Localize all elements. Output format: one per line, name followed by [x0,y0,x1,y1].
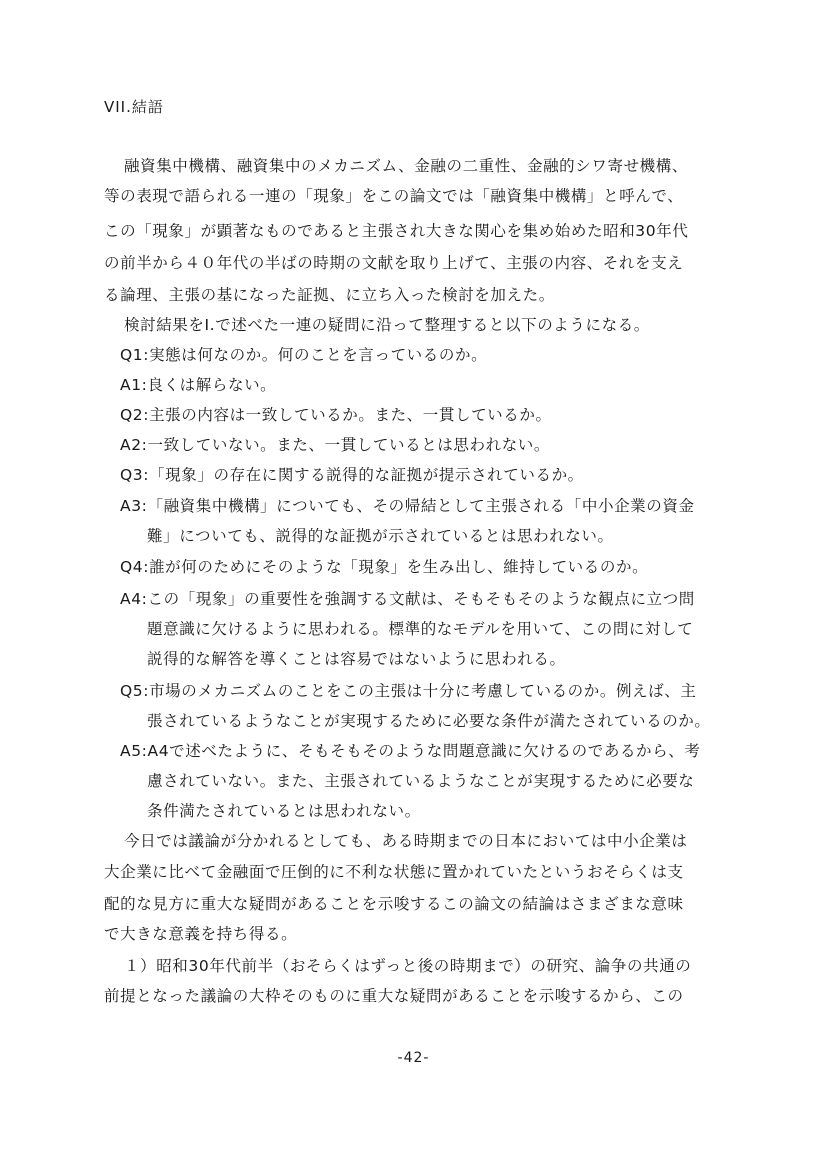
answer-line: A5:A4で述べたように、そもそもそのような問題意識に欠けるのであるから、考 [120,742,701,760]
answer-line: A4:この「現象」の重要性を強調する文献は、そもそもそのような観点に立つ問 [120,590,695,608]
section-heading: VII.結語 [104,98,164,116]
paragraph-line: 大企業に比べて金融面で圧倒的に不利な状態に置かれていたというおそらくは支 [104,863,684,881]
question-line-continued: 張されているようなことが実現するために必要な条件が満たされているのか。 [147,712,711,730]
answer-line: A2:一致していない。また、一貫しているとは思われない。 [120,436,550,454]
answer-line-continued: 題意識に欠けるように思われる。標準的なモデルを用いて、この問に対して [147,620,694,638]
paragraph-line: で大きな意義を持ち得る。 [104,925,298,943]
paragraph-line: １）昭和30年代前半（おそらくはずっと後の時期まで）の研究、論争の共通の [124,957,692,975]
paragraph-line: 配的な見方に重大な疑問があることを示唆するこの論文の結論はさまざまな意味 [104,895,684,913]
paragraph-line: 今日では議論が分かれるとしても、ある時期までの日本においては中小企業は [124,832,688,850]
paragraph-line: 融資集中機構、融資集中のメカニズム、金融の二重性、金融的シワ寄せ機構、 [124,157,688,175]
paragraph-line: る論理、主張の基になった証拠、に立ち入った検討を加えた。 [104,286,555,304]
answer-line-continued: 慮されていない。また、主張されているようなことが実現するために必要な [147,772,695,790]
paragraph-line: 前提となった議論の大枠そのものに重大な疑問があることを示唆するから、この [104,987,684,1005]
paragraph-line: この「現象」が顕著なものであると主張され大きな関心を集め始めた昭和30年代 [104,222,689,240]
answer-line: A3:「融資集中機構」についても、その帰結として主張される「中小企業の資金 [120,497,695,515]
answer-line-continued: 説得的な解答を導くことは容易ではないように思われる。 [147,650,566,668]
answer-line: A1:良くは解らない。 [120,376,277,394]
question-line: Q2:主張の内容は一致しているか。また、一貫しているか。 [120,406,552,424]
paragraph-line: 等の表現で語られる一連の「現象」をこの論文では「融資集中機構」と呼んで、 [104,187,684,205]
page-number: -42- [397,1050,430,1066]
question-line: Q1:実態は何なのか。何のことを言っているのか。 [120,346,488,364]
answer-line-continued: 難」についても、説得的な証拠が示されているとは思われない。 [147,527,614,545]
paragraph-line: の前半から４０年代の半ばの時期の文献を取り上げて、主張の内容、それを支え [104,254,684,272]
question-line: Q3:「現象」の存在に関する説得的な証拠が提示されているか。 [120,466,584,484]
answer-line-continued: 条件満たされているとは思われない。 [147,802,421,820]
paragraph-line: 検討結果をI.で述べた一連の疑問に沿って整理すると以下のようになる。 [124,316,650,334]
question-line: Q4:誰が何のためにそのような「現象」を生み出し、維持しているのか。 [120,558,649,576]
question-line: Q5:市場のメカニズムのことをこの主張は十分に考慮しているのか。例えば、主 [120,682,697,700]
